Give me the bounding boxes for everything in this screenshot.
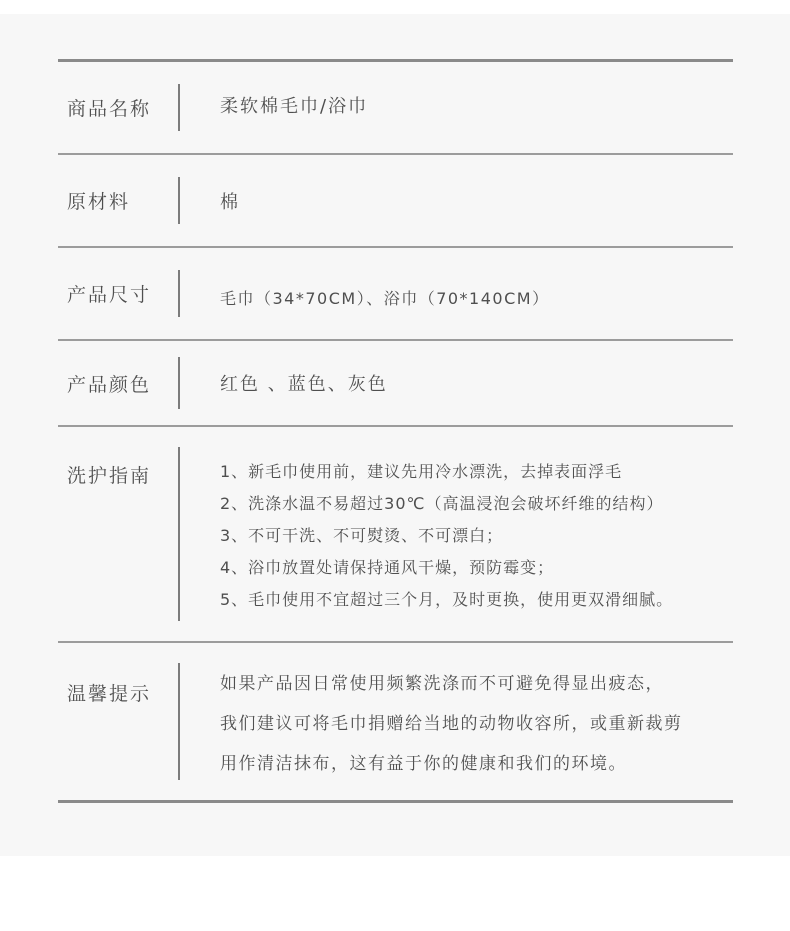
row-label: 温馨提示 (67, 683, 152, 705)
care-list (180, 452, 733, 616)
row-material (58, 155, 733, 248)
row-size (58, 248, 733, 341)
care-item: 3、不可干洗、不可熨烫、不可漂白； (220, 526, 504, 545)
row-tips (58, 643, 733, 800)
row-care-guide (58, 427, 733, 643)
care-item: 4、浴巾放置处请保持通风干燥，预防霉变； (220, 558, 555, 577)
care-item: 2、洗涤水温不易超过30℃（高温浸泡会破坏纤维的结构） (220, 494, 664, 513)
row-product-name (58, 62, 733, 155)
row-value: 毛巾（34*70CM）、浴巾（70*140CM） (220, 289, 550, 308)
tips-text (180, 660, 733, 784)
row-value: 红色 、蓝色、灰色 (220, 374, 388, 395)
tip-line: 用作清洁抹布，这有益于你的健康和我们的环境。 (220, 753, 627, 774)
row-value: 柔软棉毛巾/浴巾 (220, 95, 369, 117)
tip-line: 如果产品因日常使用频繁洗涤而不可避免得显出疲态， (220, 673, 664, 694)
care-item: 5、毛巾使用不宜超过三个月，及时更换，使用更双滑细腻。 (220, 590, 674, 609)
table-bottom-rule (58, 800, 733, 803)
row-color (58, 341, 733, 427)
product-info-table (58, 59, 733, 803)
row-label: 原材料 (67, 191, 131, 213)
care-item: 1、新毛巾使用前，建议先用冷水漂洗，去掉表面浮毛 (220, 462, 623, 481)
tip-line: 我们建议可将毛巾捐赠给当地的动物收容所，或重新裁剪 (220, 713, 683, 734)
row-label: 产品颜色 (67, 373, 152, 396)
row-label: 产品尺寸 (67, 284, 152, 306)
row-value: 棉 (220, 191, 240, 213)
row-label: 洗护指南 (67, 465, 152, 487)
row-label: 商品名称 (67, 98, 152, 120)
